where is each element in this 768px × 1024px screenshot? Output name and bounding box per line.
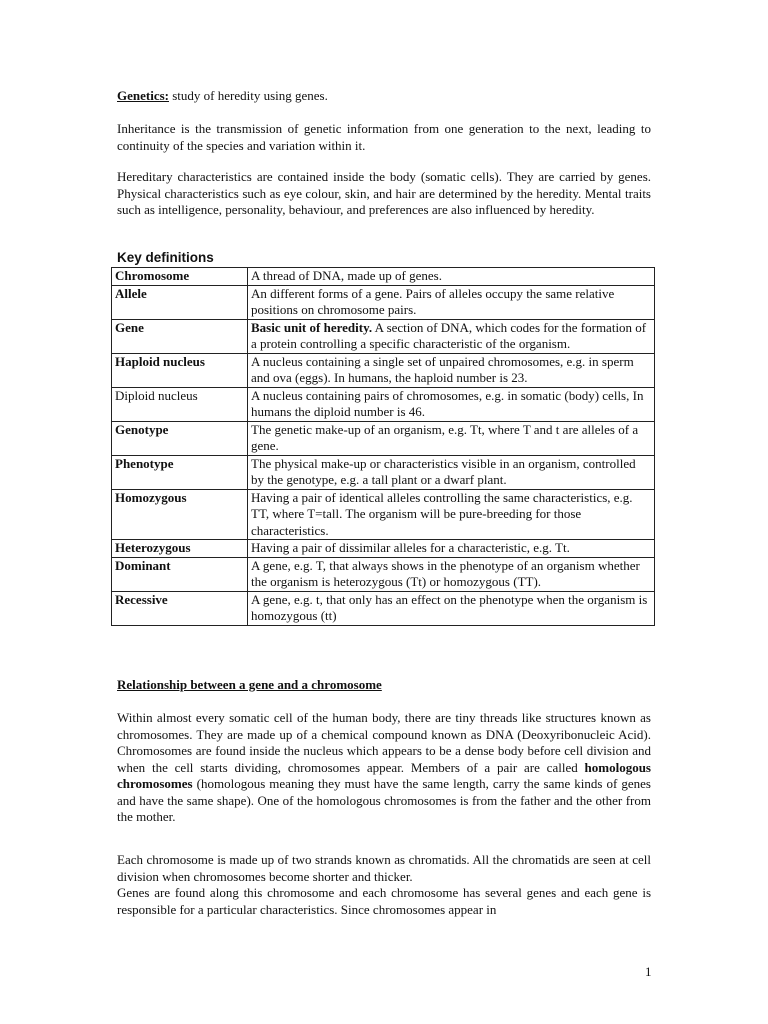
definition-cell: The genetic make-up of an organism, e.g. Tt, where T and t are alleles of a gene. — [248, 421, 655, 455]
definition-cell: A gene, e.g. T, that always shows in the phenotype of an organism whether the organism is heterozygous (Tt) or homozygous (TT). — [248, 557, 655, 591]
term-cell: Homozygous — [112, 489, 248, 540]
table-row — [112, 319, 655, 353]
key-definitions-heading: Key definitions — [117, 250, 214, 265]
term-cell: Diploid nucleus — [112, 387, 248, 421]
genetics-label: Genetics: — [117, 88, 169, 103]
term-cell: Allele — [112, 285, 248, 319]
table-row — [112, 557, 655, 591]
term-cell: Phenotype — [112, 455, 248, 489]
relationship-heading-text: Relationship between a gene and a chromosome — [117, 677, 382, 692]
term-cell: Dominant — [112, 557, 248, 591]
table-row — [112, 387, 655, 421]
term-cell: Heterozygous — [112, 540, 248, 558]
chromosome-paragraph — [117, 710, 651, 826]
definition-bold: Basic unit of heredity. — [251, 319, 373, 335]
term-cell: Chromosome — [112, 268, 248, 286]
definition-cell: Having a pair of dissimilar alleles for a characteristic, e.g. Tt. — [248, 540, 655, 558]
term-cell: Gene — [112, 319, 248, 353]
definition-cell: Having a pair of identical alleles controlling the same characteristics, e.g. TT, where T=tall. The organism will be pure-breeding for those characteristics. — [248, 489, 655, 540]
definition-cell: A nucleus containing pairs of chromosomes, e.g. in somatic (body) cells, In humans the diploid number is 46. — [248, 387, 655, 421]
homologous-term: homologous chromosomes — [117, 759, 651, 791]
paragraph-text: (homologous meaning they must have the same length, carry the same kinds of genes and have the same shape). One of the homologous chromosomes is from the father and the other from the mother. — [117, 776, 651, 824]
page-number: 1 — [645, 964, 652, 979]
term-cell: Genotype — [112, 421, 248, 455]
key-definitions-table — [111, 267, 655, 626]
table-row — [112, 268, 655, 286]
genes-paragraph: Genes are found along this chromosome and each chromosome has several genes and each gene is responsible for a particular characteristics. Since chromosomes appear in — [117, 885, 651, 917]
table-row — [112, 285, 655, 319]
definition-cell: An different forms of a gene. Pairs of alleles occupy the same relative positions on chromosome pairs. — [248, 285, 655, 319]
table-row — [112, 455, 655, 489]
table-row — [112, 353, 655, 387]
term-cell: Haploid nucleus — [112, 353, 248, 387]
definition-text: A section of DNA, which codes for the formation of a protein controlling a specific characteristic of the organism. — [251, 319, 647, 351]
definition-cell — [248, 319, 655, 353]
genetics-text: study of heredity using genes. — [168, 88, 328, 103]
inheritance-paragraph: Inheritance is the transmission of genetic information from one generation to the next, leading to continuity of the species and variation within it. — [117, 121, 651, 153]
term-cell: Recessive — [112, 591, 248, 625]
definition-cell: A gene, e.g. t, that only has an effect on the phenotype when the organism is homozygous (tt) — [248, 591, 655, 625]
definition-cell: The physical make-up or characteristics visible in an organism, controlled by the genotype, e.g. a tall plant or a dwarf plant. — [248, 455, 655, 489]
hereditary-paragraph: Hereditary characteristics are contained inside the body (somatic cells). They are carried by genes. Physical characteristics such as eye colour, skin, and hair are determined by the heredity. Mental traits such as intelligence, personality, behaviour, and preferences are also influenced by heredity. — [117, 169, 651, 217]
table-row — [112, 421, 655, 455]
definition-cell: A nucleus containing a single set of unpaired chromosomes, e.g. in sperm and ova (eggs). In humans, the haploid number is 23. — [248, 353, 655, 387]
table-row — [112, 591, 655, 625]
chromatids-paragraph: Each chromosome is made up of two strands known as chromatids. All the chromatids are seen at cell division when chromosomes become shorter and thicker. — [117, 852, 651, 884]
genetics-definition — [117, 88, 651, 105]
table-row — [112, 540, 655, 558]
table-row — [112, 489, 655, 540]
paragraph-text: Within almost every somatic cell of the human body, there are tiny threads like structures known as chromosomes. They are made up of a chemical compound known as DNA (Deoxyribonucleic Acid). Chromosomes are found inside the nucleus which appears to be a dense body before cell division and when the cell starts dividing, chromosomes appear. Members of a pair are called — [117, 710, 651, 775]
definition-cell: A thread of DNA, made up of genes. — [248, 268, 655, 286]
relationship-heading — [117, 677, 651, 694]
